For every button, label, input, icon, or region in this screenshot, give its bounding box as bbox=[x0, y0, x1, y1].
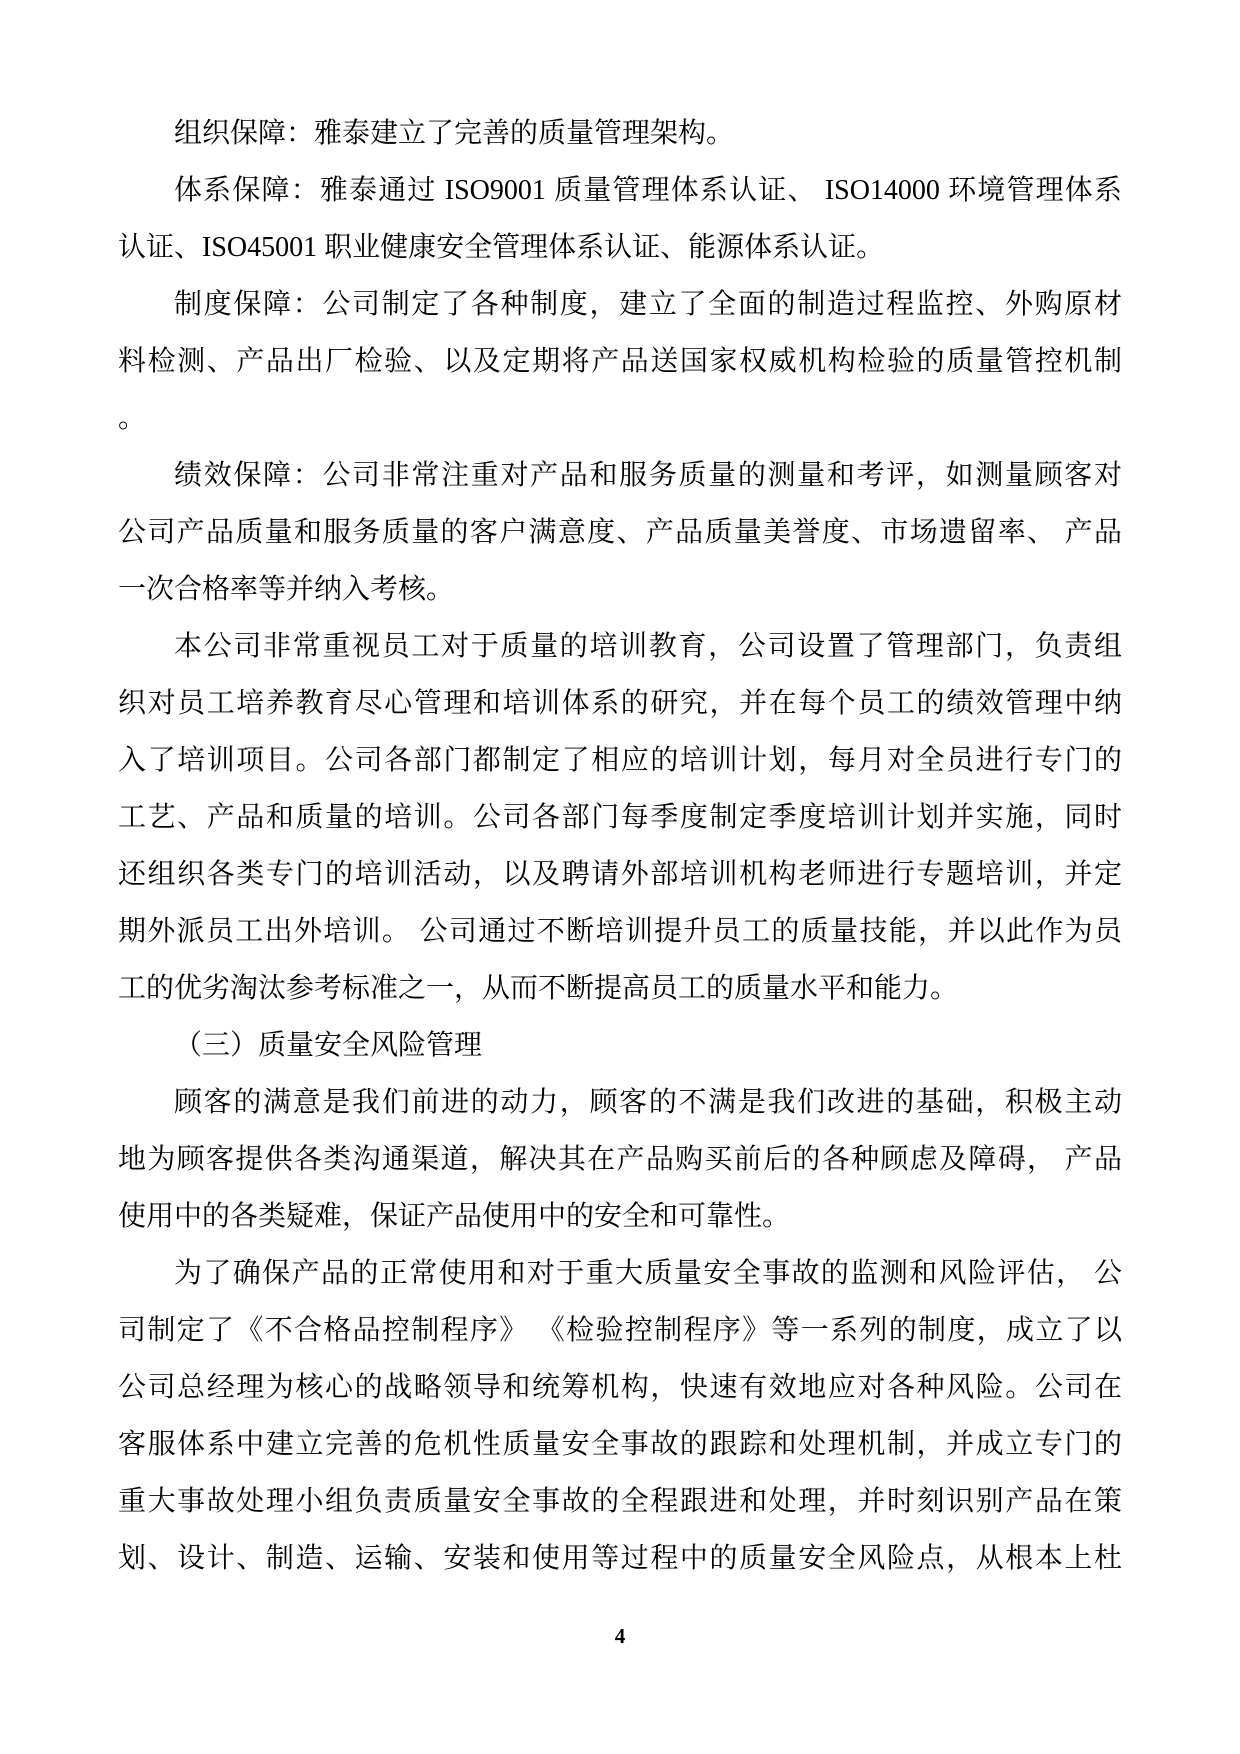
text-line: 为了确保产品的正常使用和对于重大质量安全事故的监测和风险评估， 公 bbox=[174, 1258, 1122, 1289]
text-line: 划、设计、制造、运输、安装和使用等过程中的质量安全风险点，从根本上杜 bbox=[118, 1543, 1122, 1574]
text-line: 司制定了《不合格品控制程序》 《检验控制程序》等一系列的制度，成立了以 bbox=[118, 1315, 1122, 1346]
text-line: 顾客的满意是我们前进的动力，顾客的不满是我们改进的基础，积极主动 bbox=[174, 1087, 1122, 1118]
text-line: 公司总经理为核心的战略领导和统筹机构，快速有效地应对各种风险。公司在 bbox=[118, 1372, 1122, 1403]
text-line: 还组织各类专门的培训活动，以及聘请外部培训机构老师进行专题培训，并定 bbox=[118, 859, 1122, 890]
text-line: 制度保障：公司制定了各种制度，建立了全面的制造过程监控、外购原材 bbox=[174, 289, 1122, 320]
text-line: 地为顾客提供各类沟通渠道，解决其在产品购买前后的各种顾虑及障碍， 产品 bbox=[118, 1144, 1122, 1175]
text-line: 公司产品质量和服务质量的客户满意度、产品质量美誉度、市场遗留率、 产品 bbox=[118, 517, 1122, 548]
text-line: 料检测、产品出厂检验、以及定期将产品送国家权威机构检验的质量管控机制 bbox=[118, 346, 1122, 377]
text-line: 工艺、产品和质量的培训。公司各部门每季度制定季度培训计划并实施，同时 bbox=[118, 802, 1122, 833]
text-line: 入了培训项目。公司各部门都制定了相应的培训计划，每月对全员进行专门的 bbox=[118, 745, 1122, 776]
text-line: 织对员工培养教育尽心管理和培训体系的研究，并在每个员工的绩效管理中纳 bbox=[118, 688, 1122, 719]
text-line: 体系保障：雅泰通过 ISO9001 质量管理体系认证、 ISO14000 环境管理体系 bbox=[174, 175, 1122, 206]
text-line: 绩效保障：公司非常注重对产品和服务质量的测量和考评，如测量顾客对 bbox=[174, 460, 1122, 491]
text-line: 重大事故处理小组负责质量安全事故的全程跟进和处理，并时刻识别产品在策 bbox=[118, 1486, 1122, 1517]
page-number: 4 bbox=[614, 1624, 626, 1648]
text-line: 组织保障：雅泰建立了完善的质量管理架构。 bbox=[174, 118, 735, 149]
text-line: 一次合格率等并纳入考核。 bbox=[118, 574, 455, 605]
text-line: 本公司非常重视员工对于质量的培训教育，公司设置了管理部门，负责组 bbox=[174, 631, 1122, 662]
text-line: 认证、ISO45001 职业健康安全管理体系认证、能源体系认证。 bbox=[118, 232, 885, 263]
document-body bbox=[118, 105, 1122, 1587]
text-line: 客服体系中建立完善的危机性质量安全事故的跟踪和处理机制，并成立专门的 bbox=[118, 1429, 1122, 1460]
text-line: 使用中的各类疑难，保证产品使用中的安全和可靠性。 bbox=[118, 1201, 791, 1232]
text-line: 工的优劣淘汰参考标准之一，从而不断提高员工的质量水平和能力。 bbox=[118, 973, 959, 1004]
text-line: 期外派员工出外培训。 公司通过不断培训提升员工的质量技能，并以此作为员 bbox=[118, 916, 1122, 947]
section-heading: （三）质量安全风险管理 bbox=[174, 1030, 483, 1061]
text-line: 。 bbox=[118, 403, 147, 434]
